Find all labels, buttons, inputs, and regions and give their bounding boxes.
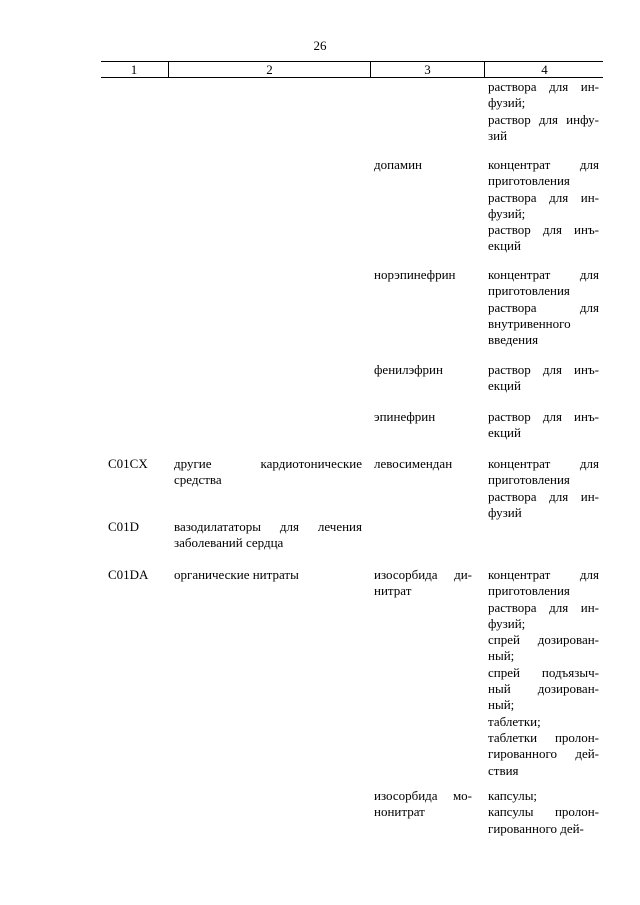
cell-line: раствор для инъ-: [488, 222, 599, 238]
dosage-form-cell: [488, 567, 599, 779]
cell-line: фузий;: [488, 95, 526, 111]
cell-line: другие кардиотонические: [174, 456, 362, 471]
cell-line: екций: [488, 238, 521, 254]
dosage-form-cell: [488, 157, 599, 255]
cell-line: концентрат для: [488, 456, 599, 471]
dosage-form-cell: [488, 362, 599, 395]
drug-name-cell: [374, 409, 472, 425]
cell-line: раствора для ин-: [488, 189, 599, 205]
anatomical-group-cell: [174, 519, 362, 552]
cell-line: фузий: [488, 504, 522, 520]
cell-line: приготовления: [488, 583, 570, 599]
table-header-row: [101, 61, 603, 78]
cell-line: C01DA: [108, 567, 149, 582]
cell-line: левосимендан: [374, 456, 453, 471]
header-cell-2: 2: [168, 62, 370, 77]
cell-line: таблетки пролон-: [488, 729, 599, 745]
cell-line: вазодилататоры для лечения: [174, 519, 362, 534]
cell-line: средства: [174, 472, 222, 488]
dosage-form-cell: [488, 79, 599, 144]
cell-line: изосорбида мо-: [374, 788, 472, 803]
cell-line: раствора для: [488, 299, 599, 315]
cell-line: органические нитраты: [174, 567, 299, 582]
atc-code-cell: [108, 567, 168, 583]
cell-line: нитрат: [374, 583, 412, 599]
drug-name-cell: [374, 456, 472, 472]
dosage-form-cell: [488, 788, 599, 837]
cell-line: капсулы пролон-: [488, 804, 599, 820]
dosage-form-cell: [488, 267, 599, 348]
anatomical-group-cell: [174, 456, 362, 489]
cell-line: екций: [488, 378, 521, 394]
cell-line: фузий;: [488, 205, 526, 221]
cell-line: ствия: [488, 762, 519, 778]
dosage-form-cell: [488, 409, 599, 442]
cell-line: заболеваний сердца: [174, 535, 284, 551]
drug-name-cell: [374, 267, 472, 283]
cell-line: фузий;: [488, 615, 526, 631]
cell-line: изосорбида ди-: [374, 567, 472, 582]
header-cell-1: 1: [130, 62, 138, 77]
cell-line: ный дозирован-: [488, 681, 599, 697]
cell-line: раствора для ин-: [488, 599, 599, 615]
cell-line: спрей подъязыч-: [488, 664, 599, 680]
cell-line: приготовления: [488, 472, 570, 488]
cell-line: капсулы;: [488, 788, 538, 803]
cell-line: спрей дозирован-: [488, 632, 599, 648]
page-number: 26: [313, 38, 327, 53]
cell-line: екций: [488, 425, 521, 441]
cell-line: раствора для ин-: [488, 79, 599, 94]
cell-line: раствор для инъ-: [488, 409, 599, 424]
drug-name-cell: [374, 157, 472, 173]
header-cell-3: 3: [370, 62, 484, 77]
cell-line: зий: [488, 127, 508, 143]
cell-line: нонитрат: [374, 804, 425, 820]
drug-name-cell: [374, 362, 472, 378]
cell-line: концентрат для: [488, 567, 599, 582]
cell-line: введения: [488, 332, 539, 348]
cell-line: ный;: [488, 648, 515, 664]
cell-line: фенилэфрин: [374, 362, 443, 377]
drug-name-cell: [374, 788, 472, 821]
cell-line: C01D: [108, 519, 140, 534]
cell-line: ный;: [488, 697, 515, 713]
cell-line: концентрат для: [488, 157, 599, 172]
atc-code-cell: [108, 519, 168, 535]
cell-line: эпинефрин: [374, 409, 436, 424]
header-cell-4: 4: [484, 62, 604, 77]
cell-line: приготовления: [488, 283, 570, 299]
cell-line: раствора для ин-: [488, 488, 599, 504]
cell-line: допамин: [374, 157, 422, 172]
cell-line: внутривенного: [488, 315, 571, 331]
cell-line: раствор для инфу-: [488, 111, 599, 127]
cell-line: гированного дей-: [488, 820, 584, 836]
cell-line: приготовления: [488, 173, 570, 189]
cell-line: норэпинефрин: [374, 267, 456, 282]
atc-code-cell: [108, 456, 168, 472]
cell-line: гированного дей-: [488, 746, 599, 762]
cell-line: таблетки;: [488, 713, 541, 729]
dosage-form-cell: [488, 456, 599, 521]
cell-line: раствор для инъ-: [488, 362, 599, 377]
cell-line: C01CX: [108, 456, 148, 471]
drug-name-cell: [374, 567, 472, 600]
cell-line: концентрат для: [488, 267, 599, 282]
anatomical-group-cell: [174, 567, 362, 583]
